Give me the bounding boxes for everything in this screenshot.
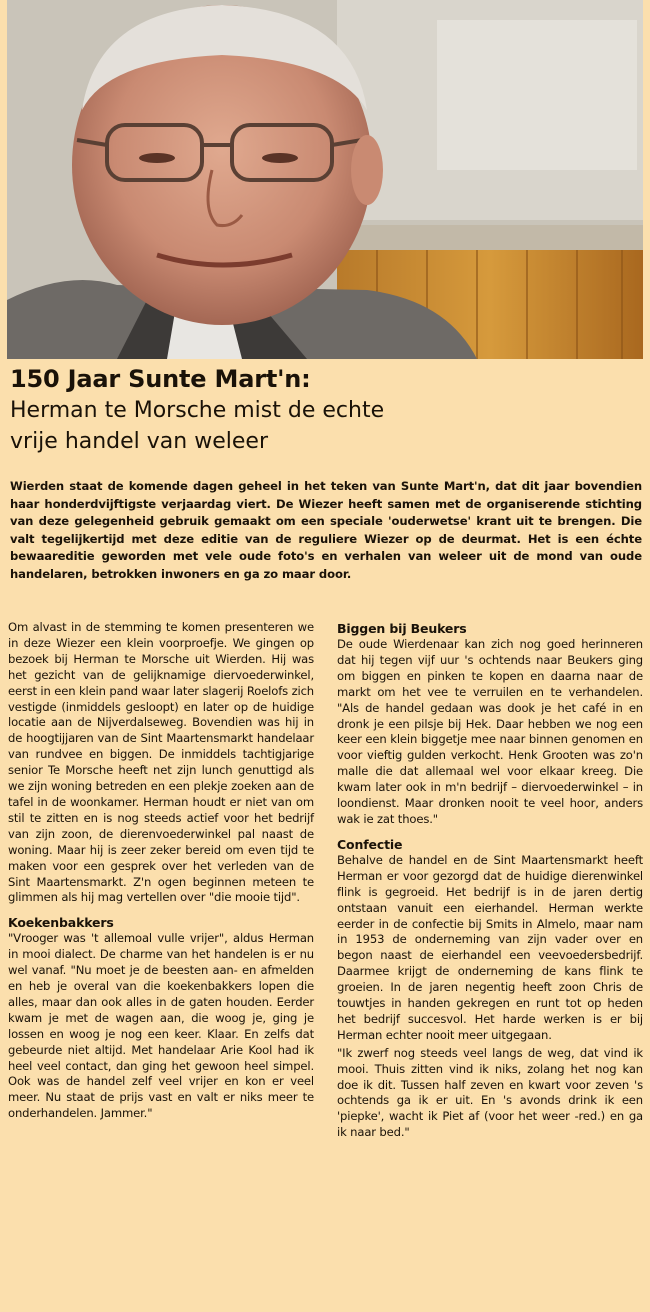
headline-title: 150 Jaar Sunte Mart'n: [10, 365, 311, 393]
biggen-paragraph: De oude Wierdenaar kan zich nog goed herinneren dat hij tegen vijf uur 's ochtends naar Beukers ging om biggen en pinken te kopen en daarna naar de markt om het vee te verruilen en te verhandelen. "Als de handel gedaan was dook je het café in en dronk je een pilsje bij Hek. Daar hebben we nog een keer een klein biggetje mee naar binnen genomen en voor vieftig gulden verkocht. Henk Grooten was zo'n malle die dat allemaal wel voor elkaar kreeg. Die kwam later ook in m'n bedrijf – diervoederwinkel – in loondienst. Maar dronken nooit te veel hoor, anders wak ie zat thoes." [337, 637, 643, 826]
portrait-illustration [7, 0, 643, 359]
section-heading-biggen: Biggen bij Beukers [337, 621, 467, 636]
intro-paragraph: Om alvast in de stemming te komen presenteren we in deze Wiezer een klein voorproefje. We gingen op bezoek bij Herman te Morsche uit Wierden. Hij was het gezicht van de gelijknamige diervoederwinkel, eerst in een klein pand waar later slagerij Roelofs zich vestigde (inmiddels gesloopt) en later op de huidige locatie aan de Nijverdalseweg. Bovendien was hij in de hoogtijjaren van de Sint Maartensmarkt handelaar van rundvee en biggen. De inmiddels tachtigjarige senior Te Morsche heeft net zijn lunch genuttigd als we zijn woning betreden en een plekje zoeken aan de tafel in de woonkamer. Herman houdt er niet van om stil te zitten en is nog steeds actief voor het bedrijf van zijn zoon, de dierenvoederwinkel pal naast de woning. Maar hij is zeer zeker bereid om even tijd te maken voor een gesprek over het verleden van de Sint Maartensmarkt. Z'n ogen beginnen meteen te glimmen als hij mag vertellen over "die mooie tijd". [8, 620, 314, 905]
article-headline [10, 364, 640, 457]
right-column [337, 620, 643, 1149]
left-column [8, 620, 314, 1130]
portrait-photo [7, 0, 643, 359]
headline-subtitle-line-2: vrije handel van weleer [10, 429, 268, 454]
headline-subtitle-line-1: Herman te Morsche mist de echte [10, 398, 385, 423]
koekenbakkers-paragraph: "Vrooger was 't allemoal vulle vrijer", aldus Herman in mooi dialect. De charme van het handelen is er nu wel vanaf. "Nu moet je de beesten aan- en afmelden en heb je overal van die koekenbakkers lopen die alles, maar dan ook alles in de gaten houden. Eerder kwam je met de wagen aan, die woog je, ging je lossen en woog je nog een keer. Klaar. En zelfs dat gebeurde niet altijd. Met handelaar Arie Kool had ik heel veel contact, dan ging het gewoon heel simpel. Ook was de handel zelf veel vrijer en kon er veel meer. Nu staat de prijs vast en valt er niks meer te onderhandelen. Jammer." [8, 931, 314, 1121]
quote-paragraph: "Ik zwerf nog steeds veel langs de weg, dat vind ik mooi. Thuis zitten vind ik niks, zolang het nog kan doe ik dit. Tussen half zeven en kwart voor zeven 's ochtends ga ik er uit. En 's avonds drink ik een 'piepke', wacht ik Piet af (voor het weer -red.) en ga ik naar bed." [337, 1045, 643, 1140]
section-heading-confectie: Confectie [337, 836, 403, 852]
section-heading-koekenbakkers: Koekenbakkers [8, 915, 114, 931]
confectie-paragraph: Behalve de handel en de Sint Maartensmarkt heeft Herman er voor gezorgd dat de huidige dierenwinkel flink is gegroeid. Het bedrijf is in de jaren dertig ontstaan vanuit een eierhandel. Herman werkte eerder in de confectie bij Smits in Almelo, maar nam in 1953 de onderneming van zijn vader over en begon naast de eierhandel een veevoedersbedrijf. Daarmee krijgt de onderneming de kans flink te groeien. In de jaren negentig heeft zoon Chris de touwtjes in handen gekregen en runt tot op heden het bedrijf succesvol. Het harde werken is er bij Herman echter nooit meer uitgegaan. [337, 852, 643, 1042]
lead-paragraph: Wierden staat de komende dagen geheel in het teken van Sunte Mart'n, dat dit jaar bovendien haar honderdvijftigste verjaardag viert. De Wiezer heeft samen met de organiserende stichting van deze gelegenheid gebruik gemaakt om een speciale 'ouderwetse' krant uit te brengen. Die valt tegelijkertijd met deze editie van de reguliere Wiezer op de deurmat. Het is een échte bewaareditie geworden met vele oude foto's en verhalen van weleer uit de mond van oude handelaren, betrokken inwoners en ga zo maar door. [10, 479, 642, 581]
